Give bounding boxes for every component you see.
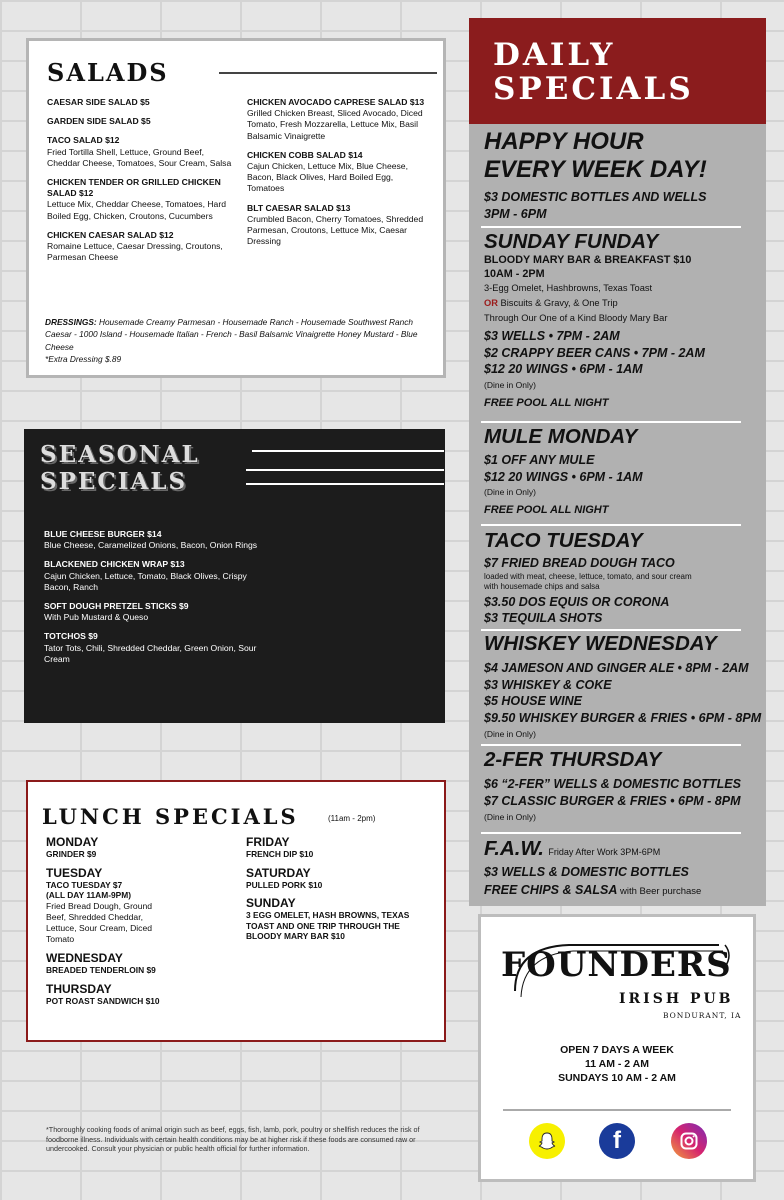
menu-item-title: CAESAR SIDE SALAD $5 (47, 97, 150, 107)
day-item: FRENCH DIP $10 (246, 849, 314, 859)
special-line: $6 “2-FER” WELLS & DOMESTIC BOTTLES (484, 777, 741, 791)
dine-in-note: (Dine in Only) (484, 812, 536, 822)
seasonal-title-line1: SEASONAL (40, 441, 200, 468)
free-pool: FREE POOL ALL NIGHT (484, 504, 609, 516)
seasonal-list (44, 529, 264, 673)
founders-logo-sub: IRISH PUB (619, 991, 734, 1007)
hours-line: SUNDAYS 10 AM - 2 AM (558, 1072, 676, 1084)
day-item: BREADED TENDERLOIN $9 (46, 965, 156, 976)
menu-item-title: CHICKEN TENDER OR GRILLED CHICKEN SALAD $12 (47, 177, 221, 199)
lunch-monday (46, 835, 216, 860)
snapchat-icon[interactable] (529, 1123, 565, 1159)
menu-item-title: BLUE CHEESE BURGER $14 (44, 529, 162, 539)
special-line-note: with Beer purchase (617, 885, 702, 897)
2fer-thursday-section (484, 749, 762, 823)
day-item: TACO TUESDAY $7 (46, 879, 123, 890)
special-line: $3 TEQUILA SHOTS (484, 611, 603, 625)
menu-item-title: BLACKENED CHICKEN WRAP $13 (44, 559, 185, 570)
lunch-hours: (11am - 2pm) (328, 814, 376, 823)
lunch-sunday (246, 896, 436, 942)
special-note-text: Biscuits & Gravy, & One Trip (497, 298, 618, 308)
special-line: $3 WELLS • 7PM - 2AM (484, 329, 620, 343)
facebook-glyph: f (613, 1127, 621, 1154)
menu-item (247, 97, 427, 142)
section-heading: EVERY WEEK DAY! (484, 156, 707, 183)
day-item: GRINDER $9 (46, 849, 97, 859)
lunch-friday (246, 835, 436, 860)
section-divider (481, 524, 741, 526)
special-line: $5 HOUSE WINE (484, 694, 582, 708)
special-line: $2 CRAPPY BEER CANS • 7PM - 2AM (484, 345, 705, 360)
special-line: $3 DOMESTIC BOTTLES AND WELLS (484, 190, 707, 204)
section-divider (481, 629, 741, 631)
free-pool: FREE POOL ALL NIGHT (484, 396, 609, 409)
seasonal-title (40, 441, 200, 495)
day-note: (ALL DAY 11AM-9PM) (46, 890, 132, 900)
section-heading: 2-FER THURSDAY (484, 748, 662, 771)
special-note: with housemade chips and salsa (484, 581, 600, 591)
menu-item (47, 97, 232, 108)
menu-item (47, 177, 232, 222)
day-label: FRIDAY (246, 835, 290, 849)
special-note (484, 296, 762, 311)
special-line-text: FREE CHIPS & SALSA (484, 882, 618, 897)
daily-title-line2: SPECIALS (493, 71, 694, 107)
founders-info-panel (478, 914, 756, 1182)
opening-hours (481, 1043, 753, 1085)
lunch-left-column (46, 835, 216, 1012)
day-label: THURSDAY (46, 981, 112, 996)
menu-item-description: Lettuce Mix, Cheddar Cheese, Tomatoes, Hard Boiled Egg, Chicken, Croutons, Cucumbers (47, 199, 226, 221)
mule-monday-section (484, 426, 762, 519)
menu-item-description: Cajun Chicken, Lettuce, Tomato, Black Olives, Crispy Bacon, Ranch (44, 570, 247, 592)
menu-item (44, 529, 264, 551)
hours-line: 11 AM - 2 AM (585, 1058, 649, 1070)
daily-title-line1: DAILY (493, 37, 616, 73)
menu-item-title: TOTCHOS $9 (44, 631, 98, 642)
special-note: Through Our One of a Kind Bloody Mary Bar (484, 313, 668, 323)
special-note: 3-Egg Omelet, Hashbrowns, Texas Toast (484, 283, 653, 293)
seasonal-rule (252, 450, 444, 452)
section-heading: HAPPY HOUR (484, 128, 644, 155)
salads-right-column (247, 97, 427, 255)
day-desc: Fried Bread Dough, Ground Beef, Shredded Cheddar, Lettuce, Sour Cream, Diced Tomato (46, 900, 153, 945)
menu-item-title: BLT CAESAR SALAD $13 (247, 202, 351, 213)
hours-line: OPEN 7 DAYS A WEEK (560, 1044, 674, 1056)
special-line: $1 OFF ANY MULE (484, 453, 595, 467)
special-note: loaded with meat, cheese, lettuce, tomato, and sour cream (484, 571, 692, 581)
salads-panel (26, 38, 446, 378)
special-line: BLOODY MARY BAR & BREAKFAST $10 (484, 254, 692, 266)
dressings-section (45, 316, 435, 365)
founders-logo: FOUNDERS (501, 945, 732, 985)
section-divider (481, 421, 741, 423)
founders-logo-location: BONDURANT, IA (663, 1011, 742, 1020)
day-label: MONDAY (46, 835, 99, 849)
happy-hour-section (484, 128, 762, 222)
salads-left-column (47, 97, 232, 271)
lunch-saturday (246, 866, 436, 891)
facebook-icon[interactable] (599, 1123, 635, 1159)
dine-in-note: (Dine in Only) (484, 379, 536, 390)
menu-item (47, 116, 232, 127)
menu-item-description: Blue Cheese, Caramelized Onions, Bacon, Onion Rings (44, 540, 258, 551)
special-line: $3 WHISKEY & COKE (484, 677, 612, 692)
taco-tuesday-section (484, 530, 762, 627)
dine-in-note: (Dine in Only) (484, 729, 536, 739)
extra-dressing: *Extra Dressing $.89 (45, 353, 122, 364)
menu-item-title: GARDEN SIDE SALAD $5 (47, 116, 151, 127)
lunch-panel (26, 780, 446, 1042)
dine-in-note: (Dine in Only) (484, 487, 536, 497)
seasonal-rule (246, 483, 444, 485)
day-label: TUESDAY (46, 865, 103, 880)
lunch-right-column (246, 835, 436, 948)
menu-item (44, 631, 264, 665)
lunch-tuesday (46, 866, 216, 946)
special-line: $7 FRIED BREAD DOUGH TACO (484, 556, 675, 570)
seasonal-title-line2: SPECIALS (40, 468, 188, 495)
section-heading: WHISKEY WEDNESDAY (484, 632, 717, 655)
or-label: OR (484, 298, 498, 308)
day-label: WEDNESDAY (46, 951, 123, 966)
section-divider (481, 744, 741, 746)
special-line: $4 JAMESON AND GINGER ALE • 8PM - 2AM (484, 661, 749, 675)
menu-item-description: With Pub Mustard & Queso (44, 612, 149, 623)
instagram-icon[interactable] (671, 1123, 707, 1159)
menu-item (47, 135, 232, 169)
special-line: $3.50 DOS EQUIS OR CORONA (484, 594, 670, 609)
daily-specials-title (493, 38, 694, 106)
special-line: $9.50 WHISKEY BURGER & FRIES • 6PM - 8PM (484, 710, 762, 725)
sunday-funday-section (484, 231, 762, 411)
menu-item-title: CHICKEN AVOCADO CAPRESE SALAD $13 (247, 97, 425, 107)
menu-item-title: CHICKEN CAESAR SALAD $12 (47, 229, 174, 240)
daily-specials-panel (469, 18, 766, 906)
section-divider (481, 832, 741, 834)
special-line: $3 WELLS & DOMESTIC BOTTLES (484, 865, 689, 879)
menu-item (47, 230, 232, 264)
special-line: $12 20 WINGS • 6PM - 1AM (484, 469, 643, 484)
day-label: SUNDAY (246, 896, 296, 910)
menu-item-description: Cajun Chicken, Lettuce Mix, Blue Cheese, Bacon, Black Olives, Hard Boiled Egg, Tomatoes (247, 161, 408, 194)
faw-heading-row (484, 838, 762, 860)
menu-item-description: Tator Tots, Chili, Shredded Cheddar, Green Onion, Sour Cream (44, 642, 257, 664)
menu-item (247, 203, 427, 248)
section-heading: F.A.W. (484, 837, 544, 860)
seasonal-rule (246, 469, 444, 471)
day-item: POT ROAST SANDWICH $10 (46, 995, 160, 1006)
special-line: 3PM - 6PM (484, 206, 547, 221)
lunch-thursday (46, 982, 216, 1007)
menu-item-title: SOFT DOUGH PRETZEL STICKS $9 (44, 601, 189, 612)
menu-item-description: Grilled Chicken Breast, Sliced Avocado, Diced Tomato, Fresh Mozzarella, Lettuce Mix, Basil Balsamic Vinaigrette (247, 108, 423, 141)
dressings-label: DRESSINGS: (45, 317, 97, 327)
day-item: PULLED PORK $10 (246, 879, 323, 890)
lunch-wednesday (46, 951, 216, 976)
faw-section (484, 838, 762, 899)
menu-item-description: Crumbled Bacon, Cherry Tomatoes, Shredded Parmesan, Croutons, Lettuce Mix, Caesar Dressing (247, 213, 424, 247)
seasonal-panel (24, 429, 445, 723)
lunch-title: LUNCH SPECIALS (42, 804, 299, 829)
section-heading: SUNDAY FUNDAY (484, 230, 659, 253)
daily-specials-header (469, 18, 766, 124)
section-heading: TACO TUESDAY (484, 529, 643, 552)
menu-item (44, 601, 264, 623)
salads-title: SALADS (47, 58, 169, 87)
day-label: SATURDAY (246, 865, 311, 880)
whiskey-wednesday-section (484, 633, 762, 740)
special-line: $7 CLASSIC BURGER & FRIES • 6PM - 8PM (484, 793, 741, 808)
day-item: 3 EGG OMELET, HASH BROWNS, TEXAS TOAST AND ONE TRIP THROUGH THE BLOODY MARY BAR $10 (246, 910, 410, 941)
special-line: $12 20 WINGS • 6PM - 1AM (484, 362, 643, 376)
menu-item-title: CHICKEN COBB SALAD $14 (247, 149, 363, 160)
salads-title-rule (219, 72, 437, 74)
menu-item (247, 150, 427, 195)
menu-item-description: Romaine Lettuce, Caesar Dressing, Croutons, Parmesan Cheese (47, 241, 223, 263)
faw-subtitle: Friday After Work 3PM-6PM (548, 847, 661, 857)
dressings-text: Housemade Creamy Parmesan - Housemade Ranch - Housemade Southwest Ranch Caesar - 1000 Island - Housemade Italian - French - Basil Balsamic Vinaigrette Honey Mustard - Blue Cheese (45, 317, 418, 352)
menu-item-title: TACO SALAD $12 (47, 135, 120, 146)
food-safety-disclaimer: *Thoroughly cooking foods of animal origin such as beef, eggs, fish, lamb, pork, poultry or shellfish reduces the risk of foodborne illness. Individuals with certain health conditions may be at higher risk if these foods are consumed raw or undercooked. Consult your physician or public health official for further information. (46, 1125, 420, 1153)
section-heading: MULE MONDAY (484, 425, 638, 448)
special-line: 10AM - 2PM (484, 268, 545, 280)
section-divider (481, 226, 741, 228)
menu-item (44, 559, 264, 593)
special-line (484, 881, 762, 899)
founders-divider (503, 1109, 731, 1111)
menu-item-description: Fried Tortilla Shell, Lettuce, Ground Beef, Cheddar Cheese, Tomatoes, Sour Cream, Salsa (47, 146, 232, 168)
